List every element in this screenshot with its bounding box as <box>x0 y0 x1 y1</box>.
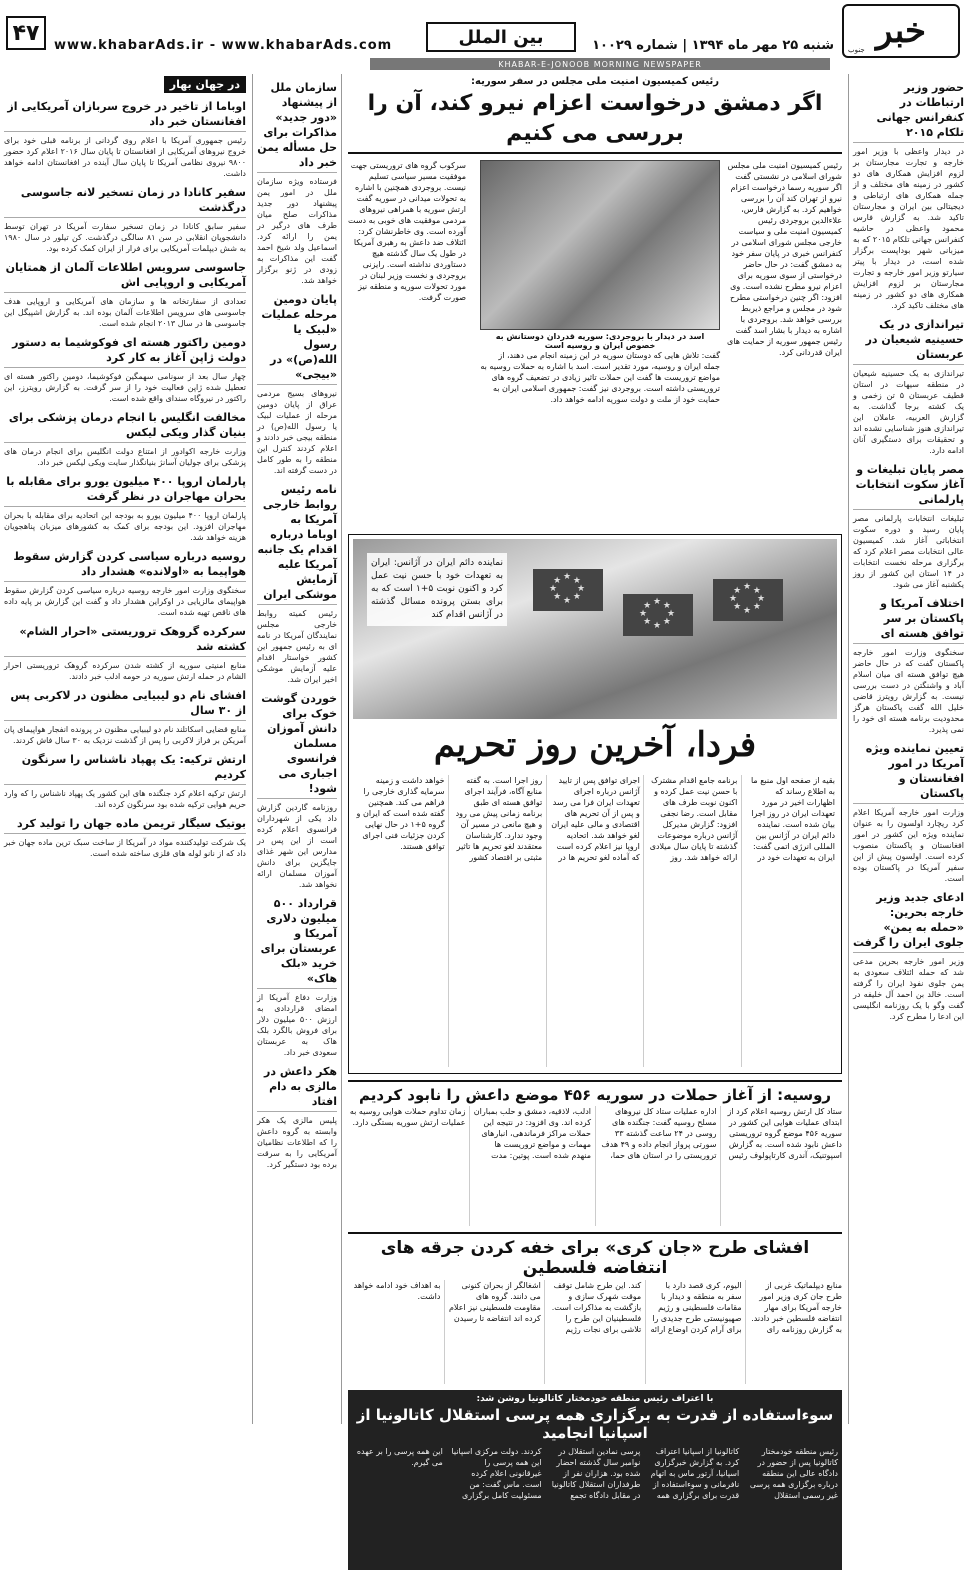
news-body: وزارت خارجه اکوادور از امتناع دولت انگلیس برای انجام درمان های پزشکی برای جولیان آسانژ بنیانگذار سایت ویکی لیکس خبر داد. <box>4 447 246 467</box>
flag-image <box>713 579 783 621</box>
star-icon: ★ <box>553 575 562 586</box>
logo-subtext: جنوب <box>848 46 865 54</box>
news-headline: مصر پایان تبلیغات و آغاز سکوت انتخابات پارلمانی <box>853 462 964 510</box>
star-icon: ★ <box>563 572 572 582</box>
star-icon: ★ <box>577 584 586 594</box>
news-body: یک شرکت تولیدکننده مواد در آمریکا از ساخت سبک ترین ماده جهان خبر داد که از نانو لوله های فلزی ساخته شده است. <box>4 838 246 858</box>
sanctions-body: بقیه از صفحه اول منبع ما به اطلاع رساند که اظهارات اخیر در مورد تعهدات ایران در روز اجرا بیان شده است. نماینده دائم ایران در آژانس بین المللی انرژی اتمی گفت: ایران به تعهدات خود در برنامه جامع اقدام مشترک با حسن نیت عمل کرده و اکنون نوبت طرف های مقابل است. رضا نجفی افزود: گزارش مدیرکل آژانس درباره موضوعات گذشته تا پایان سال میلادی ارائه خواهد شد. روز اجرای توافق پس از تایید آژانس درباره اجرای تعهدات ایران فرا می رسد و پس از آن تحریم های اقتصادی و مالی علیه ایران لغو خواهد شد. اتحادیه اروپا نیز اعلام کرده است که آماده لغو تحریم ها در روز اجرا است. به گفته منابع آگاه، فرآیند اجرای توافق هسته ای طبق برنامه زمانی پیش می رود و هیچ مانعی در مسیر آن وجود ندارد. کارشناسان معتقدند لغو تحریم ها تاثیر مثبتی بر اقتصاد کشور خواهد داشت و زمینه سرمایه گذاری خارجی را فراهم می کند. همچنین گفته شده است که ایران و گروه ۵+۱ در حال نهایی کردن جزئیات فنی اجرای توافق هستند. <box>356 776 835 862</box>
top-story-photo <box>480 160 720 330</box>
news-body: وزیر امور خارجه بحرین مدعی شد که حمله ائتلاف سعودی به یمن جلوی نفوذ ایران را گرفته است. خالد بن احمد آل خلیفه در گفت وگو با یک روزنامه انگلیسی این ادعا را مطرح کرد. <box>853 957 964 1021</box>
news-headline: نامه رئیس روابط خارجی آمریکا به اوباما درباره اقدام یک جانبه آمریکا علیه آزمایش موشکی ایران <box>257 482 337 605</box>
top-story-text-left: سرکوب گروه های تروریستی جهت موفقیت مسیر سیاسی تسلیم نیست. بروجردی همچنین با اشاره به تحولات میدانی در سوریه گفت ارتش سوریه با همراهی نیروهای مردمی موفقیت های خوبی به دست آورده است. وی خاطرنشان کرد: ائتلاف ضد داعش به رهبری آمریکا در طول یک سال گذشته هیچ دستاوردی نداشته است. رایزنی بروجردی و نخست وزیر لبنان در مورد تحولات سوریه و منطقه نیز صورت گرفت. <box>347 161 466 302</box>
russia-story-body: ستاد کل ارتش روسیه اعلام کرد از ابتدای عملیات هوایی این کشور در سوریه ۴۵۶ موضع گروه تروریستی داعش نابود شده است. به گزارش اسپوتنیک، آندری کارتاپولوف رئیس اداره عملیات ستاد کل نیروهای مسلح روسیه گفت: جنگنده های روسی در ۲۴ ساعت گذشته ۳۳ سورتی پرواز انجام داده و ۴۹ هدف تروریستی را در استان های حما، ادلب، لاذقیه، دمشق و حلب بمباران کرده اند. وی افزود: در نتیجه این حملات مراکز فرماندهی، انبارهای مهمات و مواضع تروریست ها منهدم شده است. پوتین: مدت زمان تداوم حملات هوایی روسیه به عملیات ارتش سوریه بستگی دارد. <box>349 1107 842 1160</box>
newspaper-logo <box>842 4 960 58</box>
top-story-kicker: رئیس کمیسیون امنیت ملی مجلس در سفر سوریه: <box>471 76 719 87</box>
news-headline: دومین راکتور هسته ای فوکوشیما به دستور دولت ژاپن آغاز به کار کرد <box>4 335 246 368</box>
news-headline: تعیین نماینده ویژه آمریکا در امور افغانستان و پاکستان <box>853 741 964 804</box>
star-icon: ★ <box>643 600 652 611</box>
star-icon: ★ <box>662 600 671 611</box>
kerry-story-headline: افشای طرح «جان کری» برای خفه کردن جرقه های انتفاضه فلسطین <box>348 1232 842 1278</box>
news-body: چهار سال بعد از سونامی سهمگین فوکوشیما، دومین راکتور هسته ای تعطیل شده ژاپن فعالیت خود را از سر گرفت. به گزارش رویترز، این راکتور در نیروگاه سندای واقع شده است. <box>4 372 246 403</box>
sanctions-story <box>348 534 842 1074</box>
left-column <box>4 74 246 1424</box>
star-icon: ★ <box>729 594 738 604</box>
news-headline: اختلاف آمریکا و پاکستان بر سر توافق هسته ای <box>853 596 964 644</box>
main-area <box>347 74 842 1500</box>
star-icon: ★ <box>563 596 572 606</box>
news-body: رئیس جمهوری آمریکا با اعلام روی گردانی از برنامه قبلی خود برای خروج نیروهای آمریکایی از افغانستان تا پایان سال ۲۰۱۶ اعلام کرد حضور ۹۸۰۰ نیروی نظامی آمریکا تا پایان سال آینده در افغانستان ادامه خواهد داشت. <box>4 136 246 178</box>
eu-flags-photo <box>353 539 837 719</box>
right-column <box>848 74 964 1424</box>
masthead <box>6 4 964 60</box>
star-icon: ★ <box>743 606 752 616</box>
news-body: نیروهای بسیج مردمی عراق از پایان دومین مرحله از عملیات لبیک یا رسول الله(ص) در منطقه بیجی خبر دادند و اعلام کردند کنترل این منطقه را به طور کامل در دست گرفته اند. <box>257 389 337 475</box>
news-headline: اوباما از تاخیر در خروج سربازان آمریکایی از افغانستان خبر داد <box>4 99 246 132</box>
news-headline: بوتیک سیگار تریمن ماده جهان را تولید کرد <box>4 816 246 834</box>
news-body: وزارت دفاع آمریکا از امضای قراردادی به ارزش ۵۰۰ میلیون دلار برای فروش بالگرد بلک هاک به عربستان سعودی خبر داد. <box>257 993 337 1057</box>
news-headline: افشای نام دو لیبیایی مظنون در لاکربی پس از ۳۰ سال <box>4 688 246 721</box>
star-icon: ★ <box>667 609 676 619</box>
news-headline: سفیر کانادا در زمان تسخیر لانه جاسوسی درگذشت <box>4 185 246 218</box>
news-headline: جاسوسی سرویس اطلاعات آلمان از همتایان آمریکایی و اروپایی اش <box>4 260 246 293</box>
top-story-text-right: رئیس کمیسیون امنیت ملی مجلس شورای اسلامی در نشستی گفت اگر سوریه رسما درخواست اعزام نیرو از تهران کند آن را بررسی خواهیم کرد. به گزارش فارس، علاءالدین بروجردی رئیس کمیسیون امنیت ملی و سیاست خارجی مجلس شورای اسلامی در کنفرانس خبری در پایان سفر خود به دمشق گفت: در حال حاضر درخواستی از سوی سوریه برای اعزام نیرو مطرح نشده است. وی افزود: اگر چنین درخواستی مطرح شود در مجلس و مراجع ذیربط بررسی خواهد شد. بروجردی با اشاره به دیدار با بشار اسد گفت رئیس جمهور سوریه از حمایت های ایران قدردانی کرد. <box>727 161 842 357</box>
news-headline: مخالفت انگلیس با انجام درمان پزشکی برای بنیان گذار ویکی لیکس <box>4 410 246 443</box>
news-headline: هکر داعش در مالزی به دام افتاد <box>257 1064 337 1112</box>
star-icon: ★ <box>553 592 562 603</box>
news-body: سفیر سابق کانادا در زمان تسخیر سفارت آمریکا در تهران توسط دانشجویان انقلابی در سن ۸۱ سالگی درگذشت. کن تیلور در سال ۱۹۸۰ به شش دیپلمات آمریکایی برای فرار از ایران کمک کرده بود. <box>4 222 247 253</box>
section-title: بین الملل <box>426 22 576 52</box>
news-body: منابع امنیتی سوریه از کشته شدن سرکرده گروهک تروریستی احرار الشام در حمله ارتش سوریه در حومه ادلب خبر دادند. <box>4 661 246 681</box>
news-body: پلیس مالزی یک هکر وابسته به گروه داعش را که اطلاعات نظامیان آمریکایی را به سرقت برده بود دستگیر کرد. <box>257 1116 337 1169</box>
flag-image <box>533 569 603 611</box>
news-headline: قرارداد ۵۰۰ میلیون دلاری آمریکا و عربستان برای خرید «بلک هاک» <box>257 896 337 989</box>
issue-date: شنبه ۲۵ مهر ماه ۱۳۹۴ | شماره ۱۰۰۲۹ <box>592 38 834 53</box>
news-body: ارتش ترکیه اعلام کرد جنگنده های این کشور یک پهپاد ناشناس را که وارد حریم هوایی ترکیه شده بود سرنگون کرده اند. <box>4 789 246 809</box>
star-icon: ★ <box>639 609 648 619</box>
kerry-story-body: منابع دیپلماتیک غربی از طرح جان کری وزیر امور خارجه آمریکا برای مهار انتفاضه فلسطین خبر دادند. به گزارش روزنامه رای الیوم، کری قصد دارد با سفر به منطقه و دیدار با مقامات فلسطینی و رژیم صهیونیستی طرح جدیدی را برای آرام کردن اوضاع ارائه کند. این طرح شامل توقف موقت شهرک سازی و بازگشت به مذاکرات است. فلسطینیان این طرح را تلاشی برای نجات رژیم اشغالگر از بحران کنونی می دانند. گروه های مقاومت فلسطینی نیز اعلام کرده اند انتفاضه تا رسیدن به اهداف خود ادامه خواهد داشت. <box>353 1281 842 1334</box>
news-headline: روسیه درباره سیاسی کردن گزارش سقوط هواپیما به «اولانده» هشدار داد <box>4 549 246 582</box>
site-url[interactable]: www.khabarAds.ir - www.khabarAds.com <box>54 38 393 53</box>
news-headline: ارتش ترکیه: یک پهپاد ناشناس را سرنگون کردیم <box>4 752 246 785</box>
news-body: سخنگوی وزارت امور خارجه پاکستان گفت که در حال حاضر هیچ توافق هسته ای میان اسلام آباد و واشنگتن در دست بررسی نیست. به گزارش رویترز قاضی خلیل الله گفت پاکستان هرگز محدودیت برنامه هسته ای خود را نمی پذیرد. <box>853 648 964 734</box>
catalonia-headline: سوءاستفاده از قدرت به برگزاری همه پرسی استقلال کاتالونیا از اسپانیا انجامید <box>356 1406 834 1442</box>
news-body: تعدادی از سفارتخانه ها و سازمان های آمریکایی و اروپایی هدف جاسوسی های سرویس اطلاعات آلمان بوده اند. به گزارش اشپیگل این جاسوسی ها در سال ۲۰۱۳ انجام شده است. <box>4 297 246 328</box>
sanctions-photo-caption: نماینده دائم ایران در آژانس: ایران به تعهدات خود با حسن نیت عمل کرد و اکنون نوبت ۵+۱ است که به برای بستن پرونده مسائل گذشته در آژانس اقدام کند <box>367 553 507 626</box>
top-story <box>348 160 842 530</box>
world-news-tag: در جهان بهار <box>164 76 246 93</box>
star-icon: ★ <box>572 575 581 586</box>
star-icon: ★ <box>743 582 752 592</box>
star-icon: ★ <box>733 602 742 613</box>
flag-image <box>623 594 693 636</box>
news-headline: پایان دومین مرحله عملیات «لبیک یا رسول الله(ص)» در «بیجی» <box>257 292 337 385</box>
news-headline: تیراندازی در یک حسینیه شیعیان در عربستان <box>853 317 964 365</box>
masthead-strip: KHABAR-E-JONOOB MORNING NEWSPAPER <box>370 58 830 70</box>
star-icon: ★ <box>757 594 766 604</box>
sanctions-headline: فردا، آخرین روز تحریم <box>433 725 757 765</box>
news-headline: سازمان ملل از پیشنهاد «دور جدید» مذاکرات برای حل مسأله یمن خبر داد <box>257 80 337 173</box>
news-body: در دیدار واعظی با وزیر امور خارجه و تجارت مجارستان بر لزوم افزایش همکاری های دو کشور در زمینه های مختلف و از جمله همکاری های ارتباطی و دیجیتالی بین ایران و مجارستان تاکید شد. به گزارش فارس محمود واعظی در حاشیه کنفرانس جهانی تلکام ۲۰۱۵ که به میزبانی شهر بوداپست برگزار شده است، در دیدار با پیتر سیارتو وزیر امور خارجه و تجارت مجارستان بر لزوم افزایش همکاری های دو کشور در زمینه های مختلف تاکید کرد. <box>853 147 965 310</box>
news-body: فرستاده ویژه سازمان ملل در امور یمن پیشنهاد دور جدید مذاکرات صلح میان طرف های درگیر در یمن را ارائه کرد. اسماعیل ولد شیخ احمد گفت این مذاکرات به زودی در ژنو برگزار خواهد شد. <box>257 177 337 285</box>
catalonia-kicker: با اعتراف رئیس منطقه خودمختار کاتالونیا روشن شد: <box>476 1394 714 1404</box>
star-icon: ★ <box>549 584 558 594</box>
star-icon: ★ <box>653 621 662 631</box>
news-headline: پارلمان اروپا ۴۰۰ میلیون یورو برای مقابله با بحران مهاجران در نظر گرفت <box>4 474 246 507</box>
news-body: منابع قضایی اسکاتلند نام دو لیبیایی مظنون در پرونده انفجار هواپیمای پان آمریکن بر فراز لاکربی را پس از گذشت نزدیک به ۳۰ سال فاش کردند. <box>4 725 246 745</box>
news-body: پارلمان اروپا ۴۰۰ میلیون یورو به بودجه این اتحادیه برای مقابله با بحران مهاجران افزود. این بودجه برای کمک به کشورهای میزبان پناهجویان هزینه خواهد شد. <box>4 511 247 542</box>
news-headline: حضور وزیر ارتباطات در کنفرانس جهانی تلکام ۲۰۱۵ <box>853 80 964 143</box>
star-icon: ★ <box>752 602 761 613</box>
top-story-text-center: گفت: تلاش هایی که دوستان سوریه در این زمینه انجام می دهند، از جمله ایران و روسیه، مورد تقدیر است. اسد با اشاره به حملات روسیه به مواضع تروریست ها گفت این حملات تاثیر زیادی در تضعیف گروه های تروریستی داشته است. بروجردی نیز گفت: جمهوری اسلامی ایران به حمایت خود از ملت و دولت سوریه ادامه خواهد داد. <box>480 351 720 404</box>
star-icon: ★ <box>662 617 671 628</box>
left-news-list <box>4 99 246 859</box>
star-icon: ★ <box>752 585 761 596</box>
russia-story-headline: روسیه: از آغاز حملات در سوریه ۴۵۶ موضع داعش را نابود کردیم <box>348 1080 842 1104</box>
star-icon: ★ <box>572 592 581 603</box>
news-headline: ادعای جدید وزیر خارجه بحرین: «حمله به یمن» جلوی ایران را گرفت <box>853 890 964 953</box>
news-headline: سرکرده گروهک تروریستی «احرار الشام» کشته شد <box>4 624 246 657</box>
catalonia-body: رئیس منطقه خودمختار کاتالونیا پس از حضور در دادگاه عالی این منطقه درباره برگزاری همه پرسی غیر رسمی استقلال کاتالونیا از اسپانیا اعتراف کرد. به گزارش خبرگزاری اسپانیا، آرتور ماس به اتهام نافرمانی و سوءاستفاده از قدرت برای برگزاری همه پرسی نمادین استقلال در نوامبر سال گذشته احضار شده بود. هزاران نفر از طرفداران استقلال کاتالونیا در مقابل دادگاه تجمع کردند. دولت مرکزی اسپانیا این همه پرسی را غیرقانونی اعلام کرده است. ماس گفت: من مسئولیت کامل برگزاری این همه پرسی را بر عهده می گیرم. <box>356 1447 838 1500</box>
middle-column <box>252 74 342 1424</box>
news-body: سخنگوی وزارت امور خارجه روسیه درباره سیاسی کردن گزارش سقوط هواپیمای مالزیایی در اوکراین هشدار داد و گفت این گزارش بر پایه داده های ناقص تهیه شده است. <box>4 586 246 617</box>
page-number: ۴۷ <box>6 16 46 50</box>
news-headline: خوردن گوشت خوک برای دانش آموزان مسلمان فرانسوی اجباری می شود! <box>257 691 337 799</box>
news-body: رئیس کمیته روابط خارجی مجلس نمایندگان آمریکا در نامه ای به رئیس جمهور این کشور خواستار اقدام علیه آزمایش موشکی اخیر ایران شد. <box>257 609 337 684</box>
top-story-photo-caption: اسد در دیدار با بروجردی: سوریه قدردان دوستانش به خصوص ایران و روسیه است <box>495 332 705 350</box>
star-icon: ★ <box>733 585 742 596</box>
news-body: تبلیغات انتخابات پارلمانی مصر پایان رسید و دوره سکوت انتخاباتی آغاز شد. کمیسیون عالی انتخابات مصر اعلام کرد که برگزاری مرحله نخست انتخابات در ۱۴ استان این کشور از روز یکشنبه آغاز می شود. <box>853 514 964 589</box>
star-icon: ★ <box>653 597 662 607</box>
news-body: تیراندازی به یک حسینیه شیعیان در منطقه سیهات در استان قطیف عربستان ۵ تن زخمی و یک کشته برجا گذاشت. به گزارش العربیه، عاملان این تیراندازی هنوز شناسایی نشده اند و تحقیقات برای دستگیری آنان ادامه دارد. <box>853 369 964 455</box>
top-story-headline: اگر دمشق درخواست اعزام نیرو کند، آن را بررسی می کنیم <box>348 89 842 154</box>
news-body: روزنامه گاردین گزارش داد یکی از شهرداران فرانسوی اعلام کرده است از این پس در مدارس این شهر غذای جایگزین برای دانش آموزان مسلمان ارائه نخواهد شد. <box>257 803 337 889</box>
star-icon: ★ <box>643 617 652 628</box>
news-body: وزارت امور خارجه آمریکا اعلام کرد ریچارد اولسون را به عنوان نماینده ویژه این کشور در امور افغانستان و پاکستان منصوب کرده است. اولسون پیش از این سفیر آمریکا در پاکستان بوده است. <box>853 808 964 883</box>
catalonia-story <box>348 1390 842 1570</box>
logo-text: خبر <box>875 11 927 51</box>
